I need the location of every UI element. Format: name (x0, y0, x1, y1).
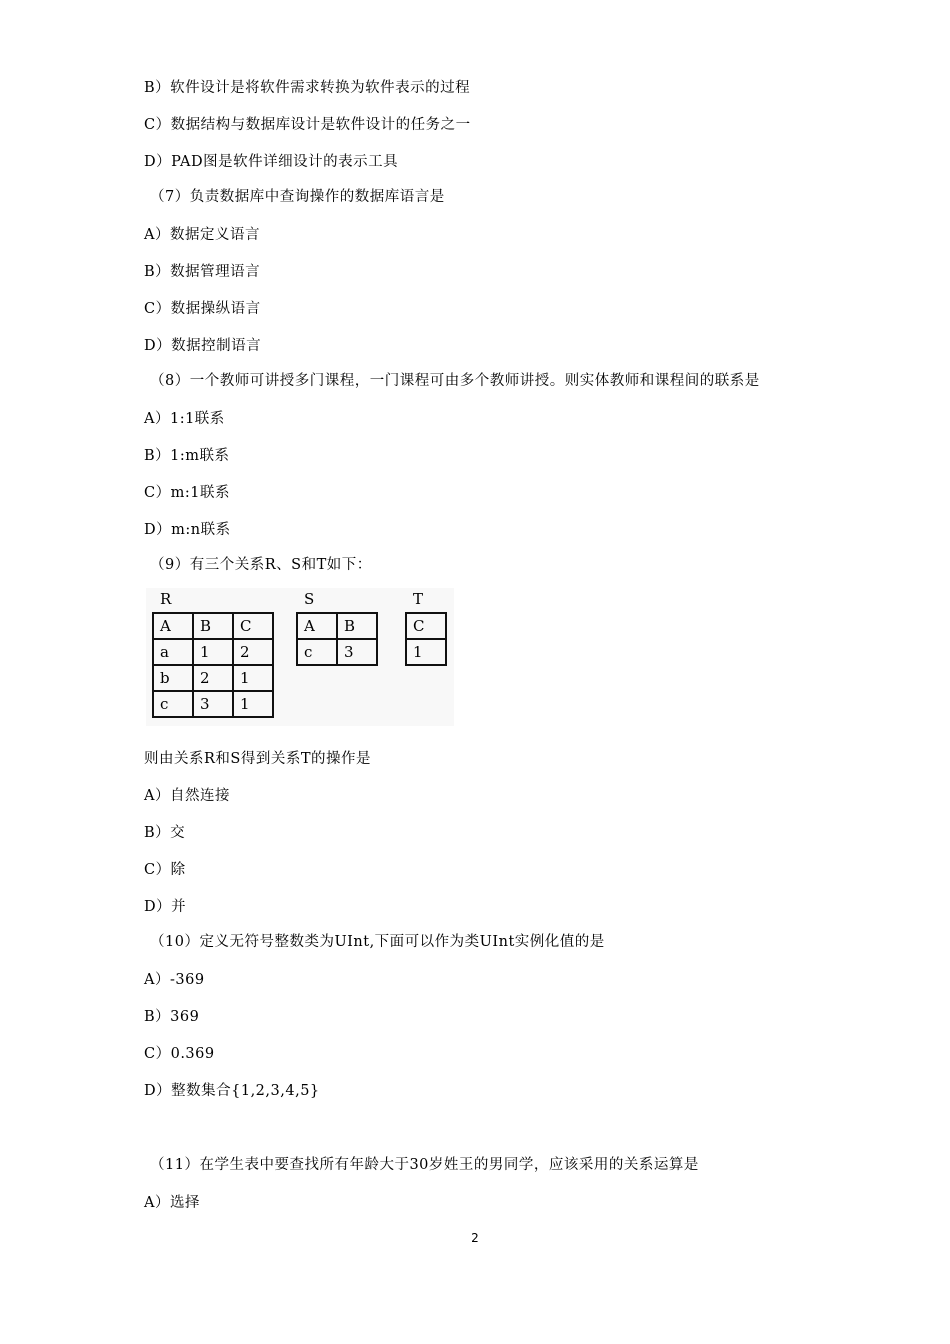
table-cell: B (193, 613, 233, 639)
option-line: C）数据操纵语言 (144, 301, 261, 317)
question-10: （10）定义无符号整数类为UInt,下面可以作为类UInt实例化值的是 (150, 934, 605, 950)
table-cell: c (153, 691, 193, 717)
option-line: A）自然连接 (144, 788, 230, 804)
option-line: B）1:m联系 (144, 448, 230, 464)
question-9-prompt: 则由关系R和S得到关系T的操作是 (144, 751, 372, 767)
table-cell: 1 (193, 639, 233, 665)
relation-r-title: R (160, 590, 172, 608)
option-line: C）除 (144, 862, 186, 878)
option-line: B）数据管理语言 (144, 264, 261, 280)
table-cell: 3 (337, 639, 377, 665)
table-cell: A (297, 613, 337, 639)
table-cell: A (153, 613, 193, 639)
option-line: C）0.369 (144, 1046, 215, 1062)
relation-t-table (405, 612, 447, 666)
option-line: D）m:n联系 (144, 522, 231, 538)
relation-s-table (296, 612, 378, 666)
option-line: D）数据控制语言 (144, 338, 262, 354)
table-cell: 1 (233, 691, 273, 717)
relation-s-title: S (304, 590, 315, 608)
option-line: D）并 (144, 899, 187, 915)
question-11: （11）在学生表中要查找所有年龄大于30岁姓王的男同学，应该采用的关系运算是 (150, 1157, 699, 1173)
table-cell: C (233, 613, 273, 639)
option-line: A）数据定义语言 (144, 227, 260, 243)
option-line: B）369 (144, 1009, 200, 1025)
option-line: A）-369 (144, 972, 205, 988)
option-line: C）m:1联系 (144, 485, 230, 501)
page-number: 2 (471, 1231, 479, 1245)
table-cell: 3 (193, 691, 233, 717)
relation-t-title: T (413, 590, 424, 608)
option-line: D）整数集合{1,2,3,4,5} (144, 1083, 320, 1099)
table-cell: 1 (233, 665, 273, 691)
option-line: D）PAD图是软件详细设计的表示工具 (144, 154, 399, 170)
option-line: A）选择 (144, 1195, 200, 1211)
table-cell: a (153, 639, 193, 665)
table-cell: 2 (193, 665, 233, 691)
table-cell: C (406, 613, 446, 639)
option-line: B）软件设计是将软件需求转换为软件表示的过程 (144, 80, 471, 96)
question-7: （7）负责数据库中查询操作的数据库语言是 (150, 189, 445, 205)
question-9: （9）有三个关系R、S和T如下： (150, 557, 372, 573)
option-line: A）1:1联系 (144, 411, 225, 427)
table-cell: c (297, 639, 337, 665)
table-cell: 2 (233, 639, 273, 665)
table-cell: 1 (406, 639, 446, 665)
option-line: B）交 (144, 825, 186, 841)
table-cell: b (153, 665, 193, 691)
table-cell: B (337, 613, 377, 639)
question-8: （8）一个教师可讲授多门课程，一门课程可由多个教师讲授。则实体教师和课程间的联系是 (150, 373, 760, 389)
option-line: C）数据结构与数据库设计是软件设计的任务之一 (144, 117, 471, 133)
relation-r-table (152, 612, 274, 718)
